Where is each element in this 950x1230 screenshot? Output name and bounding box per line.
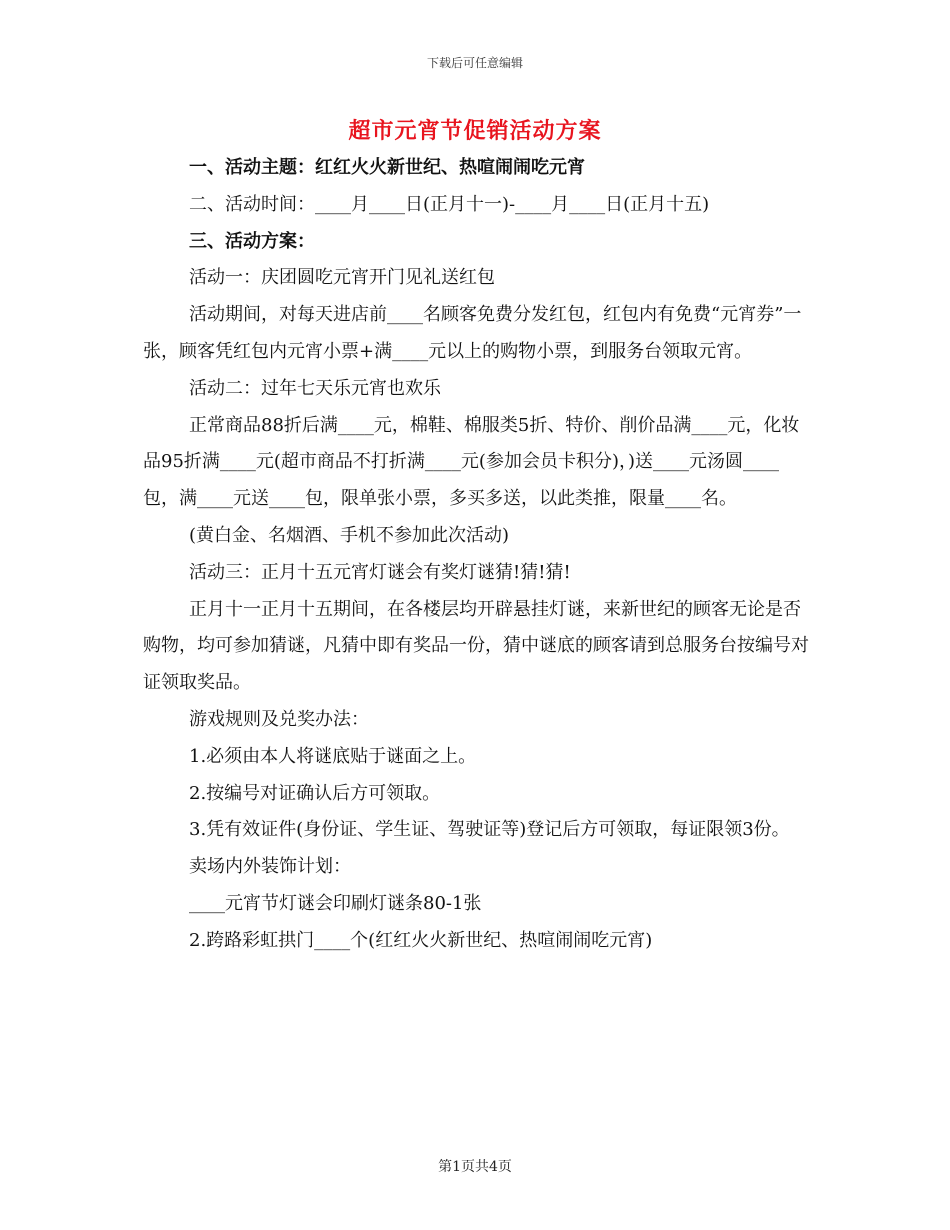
paragraph: 活动三：正月十五元宵灯谜会有奖灯谜猜!猜!猜! — [189, 561, 571, 583]
paragraph: 活动期间，对每天进店前____名顾客免费分发红包，红包内有免费“元宵券”一张，顾客凭红包内元宵小票+满____元以上的购物小票，到服务台领取元宵。 — [143, 304, 802, 362]
paragraph: 三、活动方案： — [189, 230, 315, 252]
paragraph: 活动一：庆团圆吃元宵开门见礼送红包 — [189, 267, 495, 289]
paragraph: 2.跨路彩虹拱门____个(红红火火新世纪、热喧闹闹吃元宵) — [189, 929, 653, 951]
paragraph: 1.必须由本人将谜底贴于谜面之上。 — [189, 745, 477, 767]
page-number: 第1页共4页 — [438, 1159, 512, 1175]
paragraph: 3.凭有效证件(身份证、学生证、驾驶证等)登记后方可领取，每证限领3份。 — [189, 819, 790, 841]
document-title: 超市元宵节促销活动方案 — [348, 118, 602, 144]
header-note: 下载后可任意编辑 — [426, 56, 523, 70]
paragraph: 2.按编号对证确认后方可领取。 — [189, 782, 441, 804]
paragraph: 游戏规则及兑奖办法： — [189, 708, 369, 730]
paragraph: 活动二：过年七天乐元宵也欢乐 — [189, 377, 441, 399]
document-body — [143, 150, 813, 960]
paragraph: (黄白金、名烟酒、手机不参加此次活动) — [189, 524, 510, 546]
paragraph: 卖场内外装饰计划： — [189, 856, 351, 878]
paragraph: 正常商品88折后满____元，棉鞋、棉服类5折、特价、削价品满____元，化妆品95折满____元(超市商品不打折满____元(参加会员卡积分)，)送____元汤圆____包，满____元送____包，限单张小票，多买多送，以此类推，限量____名。 — [143, 414, 800, 510]
paragraph: 一、活动主题：红红火火新世纪、热喧闹闹吃元宵 — [189, 157, 585, 178]
paragraph: 二、活动时间：____月____日(正月十一)-____月____日(正月十五) — [189, 193, 710, 215]
paragraph: 正月十一正月十五期间，在各楼层均开辟悬挂灯谜，来新世纪的顾客无论是否购物，均可参加猜谜，凡猜中即有奖品一份，猜中谜底的顾客请到总服务台按编号对证领取奖品。 — [143, 598, 809, 694]
paragraph: ____元宵节灯谜会印刷灯谜条80-1张 — [189, 892, 482, 914]
